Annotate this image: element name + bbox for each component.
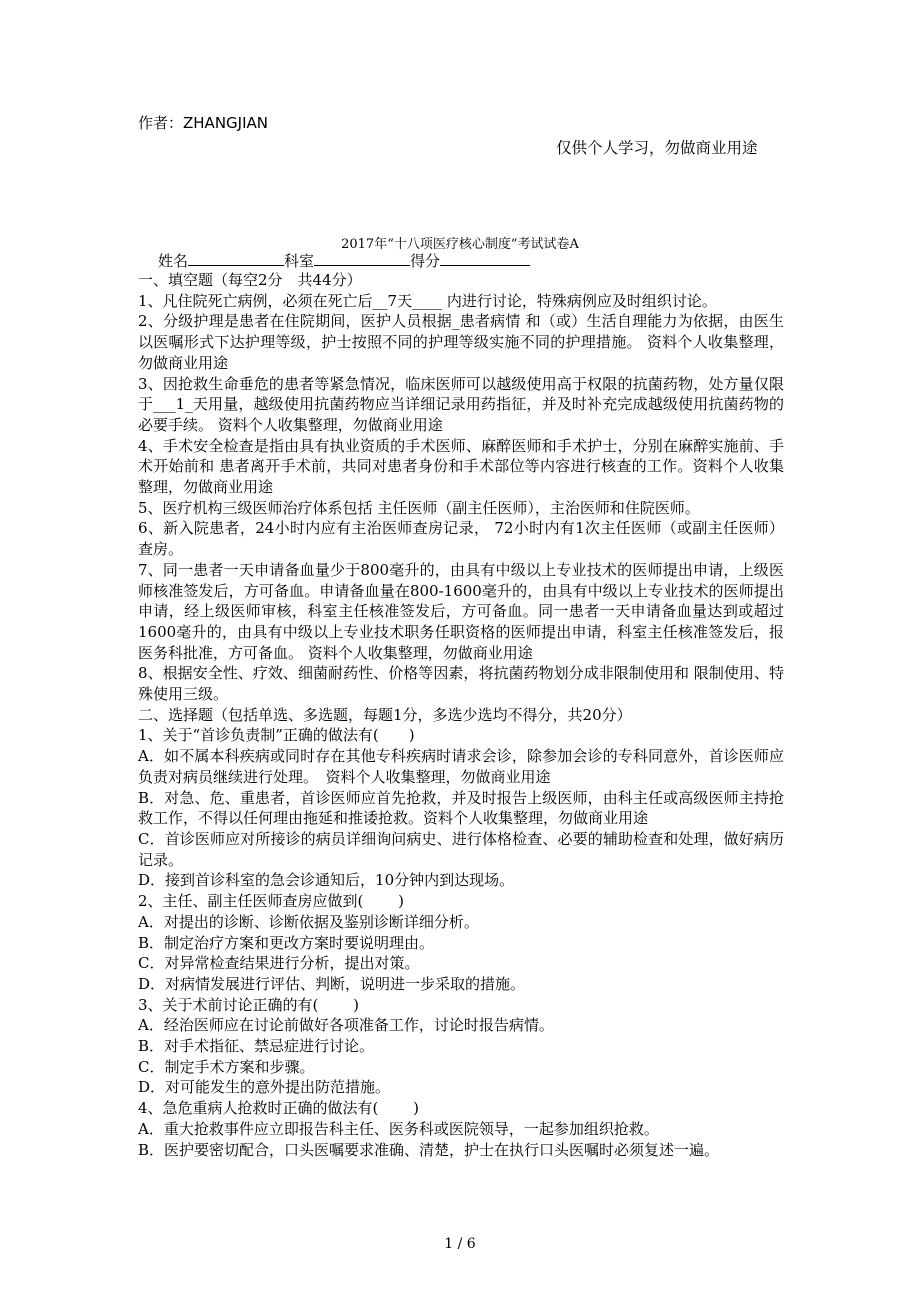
option-item: C．对异常检查结果进行分析，提出对策。	[138, 954, 420, 973]
author-line: 作者：ZHANGJIAN	[138, 114, 268, 132]
name-blank[interactable]	[188, 250, 284, 266]
option-item: A．对提出的诊断、诊断依据及鉴别诊断详细分析。	[138, 912, 479, 931]
question-item: 5、医疗机构三级医师治疗体系包括 主任医师（副主任医师），主治医师和住院医师。	[138, 498, 700, 517]
question-item: 4、手术安全检查是指由具有执业资质的手术医师、麻醉医师和手术护士，分别在麻醉实施前、手术开始前和 患者离开手术前，共同对患者身份和手术部位等内容进行核查的工作。资料个人收集整理，勿做商业用途	[138, 436, 784, 497]
section-heading: 一、填空题（每空2分 共44分）	[138, 271, 362, 289]
option-item: B．对急、危、重患者，首诊医师应首先抢救，并及时报告上级医师，由科主任或高级医师主持抢救工作，不得以任何理由拖延和推诿抢救。资料个人收集整理，勿做商业用途	[138, 788, 784, 828]
question-item: 1、凡住院死亡病例，必须在死亡后__7天____ 内进行讨论，特殊病例应及时组织讨论。	[138, 291, 717, 310]
option-item: B．制定治疗方案和更改方案时要说明理由。	[138, 933, 435, 952]
section-heading: 二、选择题（包括单选、多选题，每题1分，多选少选均不得分，共20分）	[138, 705, 632, 724]
usage-note: 仅供个人学习，勿做商业用途	[556, 139, 758, 157]
question-item: 3、关于术前讨论正确的有( )	[138, 995, 360, 1014]
option-item: D．接到首诊科室的急会诊通知后，10分钟内到达现场。	[138, 871, 515, 890]
option-item: B．医护要密切配合，口头医嘱要求准确、清楚，护士在执行口头医嘱时必须复述一遍。	[138, 1140, 720, 1159]
question-item: 6、新入院患者，24小时内应有主治医师查房记录， 72小时内有1次主任医师（或副主任医师）查房。	[138, 519, 784, 559]
dept-label: 科室	[284, 252, 315, 270]
question-item: 1、关于“首诊负责制”正确的做法有( )	[138, 726, 415, 745]
name-label: 姓名	[158, 252, 189, 270]
score-blank[interactable]	[440, 250, 530, 266]
option-item: A．经治医师应在讨论前做好各项准备工作，讨论时报告病情。	[138, 1016, 554, 1035]
option-item: C．首诊医师应对所接诊的病员详细询问病史、进行体格检查、必要的辅助检查和处理，做好病历记录。	[138, 829, 784, 869]
score-label: 得分	[410, 252, 441, 270]
option-item: B．对手术指征、禁忌症进行讨论。	[138, 1037, 375, 1056]
question-item: 2、主任、副主任医师查房应做到( )	[138, 892, 405, 911]
question-item: 2、分级护理是患者在住院期间，医护人员根据_患者病情 和（或）生活自理能力为依据，由医生以医嘱形式下达护理等级，护士按照不同的护理等级实施不同的护理措施。 资料个人收集整理，勿做商业用途	[138, 312, 784, 372]
question-item: 3、因抢救生命垂危的患者等紧急情况，临床医师可以越级使用高于权限的抗菌药物，处方量仅限于___1_天用量，越级使用抗菌药物应当详细记录用药指征，并及时补充完成越级使用抗菌药物的必要手续。 资料个人收集整理，勿做商业用途	[138, 374, 784, 434]
question-item: 8、根据安全性、疗效、细菌耐药性、价格等因素，将抗菌药物划分成非限制使用和 限制使用、特殊使用三级。	[138, 664, 784, 704]
exam-body	[138, 270, 784, 1160]
page-number: 1 / 6	[444, 1236, 476, 1252]
option-item: C．制定手术方案和步骤。	[138, 1057, 315, 1076]
exam-title: 2017年“十八项医疗核心制度”考试试卷A	[341, 237, 579, 252]
option-item: D．对可能发生的意外提出防范措施。	[138, 1078, 391, 1097]
option-item: D．对病情发展进行评估、判断，说明进一步采取的措施。	[138, 974, 526, 993]
info-fields	[158, 250, 530, 271]
option-item: A．重大抢救事件应立即报告科主任、医务科或医院领导，一起参加组织抢救。	[138, 1119, 659, 1138]
dept-blank[interactable]	[314, 250, 410, 266]
option-item: A．如不属本科疾病或同时存在其他专科疾病时请求会诊，除参加会诊的专科同意外，首诊医师应负责对病员继续进行处理。 资料个人收集整理，勿做商业用途	[138, 747, 784, 786]
question-item: 7、同一患者一天申请备血量少于800毫升的，由具有中级以上专业技术的医师提出申请，上级医师核准签发后，方可备血。申请备血量在800-1600毫升的，由具有中级以上专业技术的医师提出申请，经上级医师审核，科室主任核准签发后，方可备血。同一患者一天申请备血量达到或超过1600毫升的，由具有中级以上专业技术职务任职资格的医师提出申请，科室主任核准签发后，报医务科批准，方可备血。 资料个人收集整理，勿做商业用途	[138, 560, 784, 662]
question-item: 4、急危重病人抢救时正确的做法有( )	[138, 1099, 420, 1118]
